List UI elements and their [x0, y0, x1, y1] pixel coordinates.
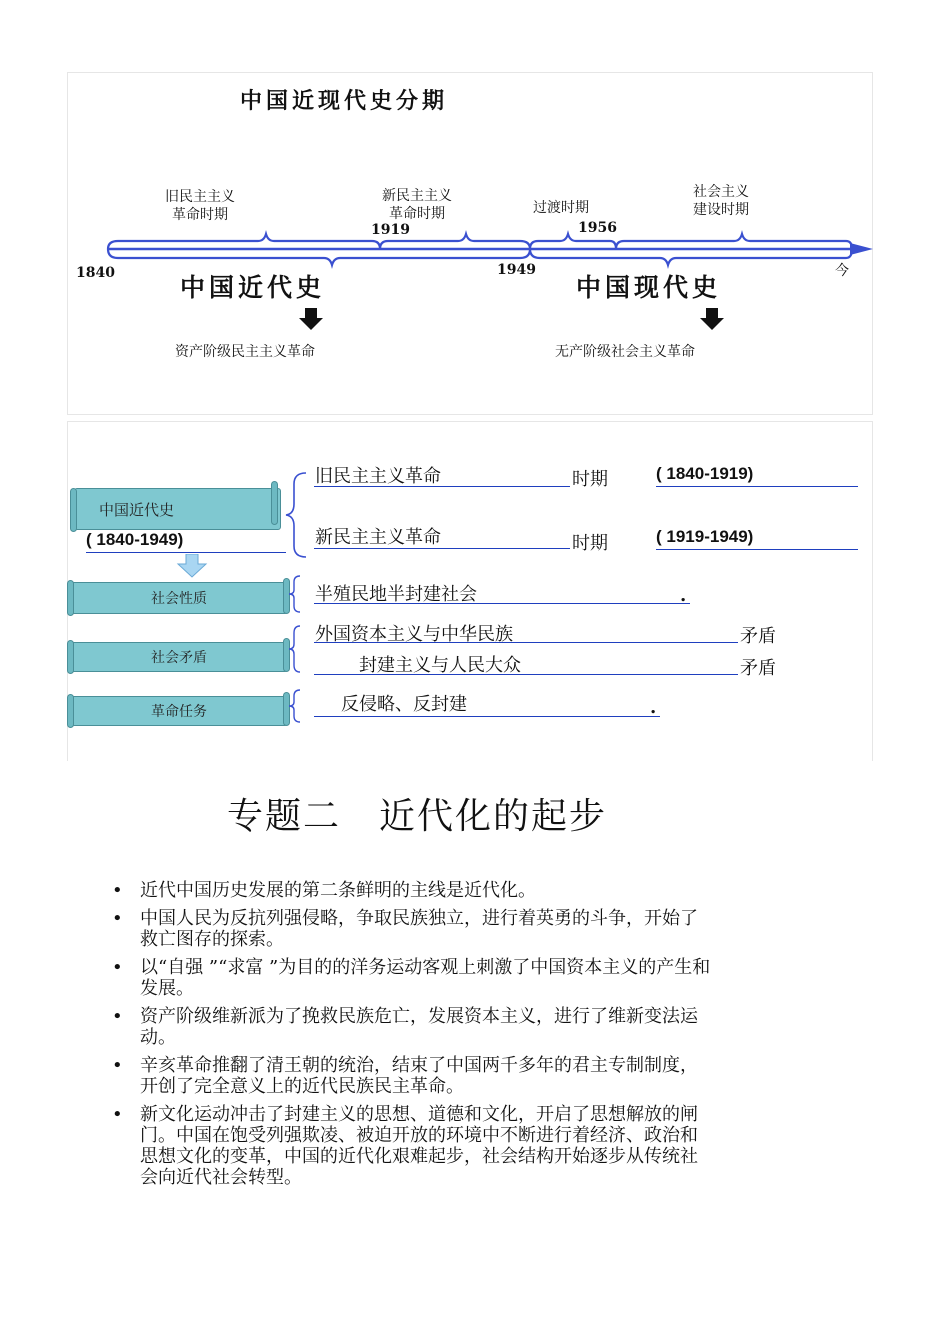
modern-range: ( 1840-1949)	[86, 530, 184, 549]
list-item: • 资产阶级维新派为了挽救民族危亡，发展资本主义，进行了维新变法运动。	[112, 1006, 712, 1048]
period-new-democratic: 新民主主义 革命时期	[382, 188, 452, 222]
modern-history-label: 中国近代史	[180, 273, 326, 302]
list-item: • 新文化运动冲击了封建主义的思想、道德和文化，开启了思想解放的闸门。中国在饱受列强欺凌、被迫开放的环境中不断进行着经济、政治和思想文化的变革，中国的近代化艰难起步，社会结构开始逐步从传统社会向近代社会转型。	[112, 1104, 712, 1188]
year-1919: 1919	[371, 222, 410, 238]
brace-new-democratic	[380, 234, 530, 249]
contradiction-brace	[288, 624, 304, 674]
year-now: 今	[835, 263, 849, 279]
period-transition: 过渡时期	[533, 200, 589, 216]
scroll-modern-history-label: 中国近代史	[99, 500, 175, 519]
list-item: • 近代中国历史发展的第二条鲜明的主线是近代化。	[112, 880, 712, 901]
down-arrows	[299, 308, 724, 330]
bourgeois-revolution: 资产阶级民主主义革命	[175, 344, 315, 360]
year-1840: 1840	[76, 265, 115, 281]
stage-old-underline	[314, 486, 570, 487]
brace-socialist	[616, 234, 852, 249]
social-nature: 半殖民地半封建社会	[315, 584, 477, 605]
stage-new-suffix: 时期	[572, 533, 608, 554]
stage-old-range: ( 1840-1919)	[656, 464, 754, 483]
scroll-revolution-task	[70, 696, 288, 726]
stage-new-range: ( 1919-1949)	[656, 527, 754, 546]
stage-new-range-underline	[656, 549, 858, 550]
scroll-social-nature	[70, 582, 288, 614]
scroll-end	[67, 580, 74, 616]
contradiction-foreign-underline	[314, 642, 738, 643]
nature-brace	[288, 574, 304, 614]
bullet-list	[112, 880, 712, 1195]
contradiction-foreign: 外国资本主义与中华民族	[315, 624, 513, 645]
period-old-democratic: 旧民主主义 革命时期	[165, 189, 235, 223]
year-1956: 1956	[578, 220, 617, 236]
scroll-modern-history	[74, 488, 281, 530]
period-socialist-construction: 社会主义 建设时期	[693, 184, 749, 218]
scroll-social-contradiction	[70, 642, 288, 672]
social-nature-end: .	[680, 585, 687, 606]
contradiction-feudal-underline	[314, 674, 738, 675]
stage-brace	[284, 470, 310, 560]
modern-range-underline	[86, 552, 286, 553]
down-arrow-icon	[299, 308, 323, 330]
arrowhead-icon	[850, 243, 873, 255]
brace-old-democratic	[108, 234, 380, 249]
contradiction-foreign-suffix: 矛盾	[740, 626, 776, 647]
section-heading: 专题二 近代化的起步	[227, 796, 608, 837]
contradiction-feudal-suffix: 矛盾	[740, 658, 776, 679]
timeline-axis	[0, 0, 950, 340]
list-item: • 以“自强 ”“求富 ”为目的的洋务运动客观上刺激了中国资本主义的产生和发展。	[112, 957, 712, 999]
brace-modern	[108, 249, 530, 265]
stage-new-democratic: 新民主主义革命	[315, 527, 441, 548]
scroll-social-nature-label: 社会性质	[151, 591, 207, 607]
year-1949: 1949	[497, 262, 536, 278]
stage-old-suffix: 时期	[572, 469, 608, 490]
contemporary-history-label: 中国现代史	[576, 273, 722, 302]
scroll-end	[67, 694, 74, 728]
stage-old-democratic: 旧民主主义革命	[315, 466, 441, 487]
stage-old-range-underline	[656, 486, 858, 487]
revolution-task-underline	[314, 716, 660, 717]
social-nature-underline	[314, 603, 690, 604]
brace-contemporary	[530, 249, 852, 265]
scroll-end	[70, 488, 77, 532]
revolution-task: 反侵略、反封建	[341, 694, 467, 715]
revolution-task-end: .	[650, 697, 657, 718]
scroll-end	[271, 481, 278, 525]
scroll-revolution-task-label: 革命任务	[151, 704, 207, 720]
down-arrow-icon	[700, 308, 724, 330]
list-item: • 辛亥革命推翻了清王朝的统治，结束了中国两千多年的君主专制制度，开创了完全意义上的近代民族民主革命。	[112, 1055, 712, 1097]
brace-transition	[530, 234, 616, 249]
task-brace	[288, 688, 304, 724]
timeline-braces	[108, 234, 858, 265]
list-item: • 中国人民为反抗列强侵略，争取民族独立，进行着英勇的斗争，开始了救亡图存的探索。	[112, 908, 712, 950]
stage-new-underline	[314, 548, 570, 549]
timeline-title: 中国近现代史分期	[240, 89, 449, 114]
down-arrow-icon	[176, 554, 208, 578]
scroll-social-contradiction-label: 社会矛盾	[151, 650, 207, 666]
contradiction-feudal: 封建主义与人民大众	[359, 655, 521, 676]
scroll-end	[67, 640, 74, 674]
proletarian-revolution: 无产阶级社会主义革命	[555, 344, 695, 360]
